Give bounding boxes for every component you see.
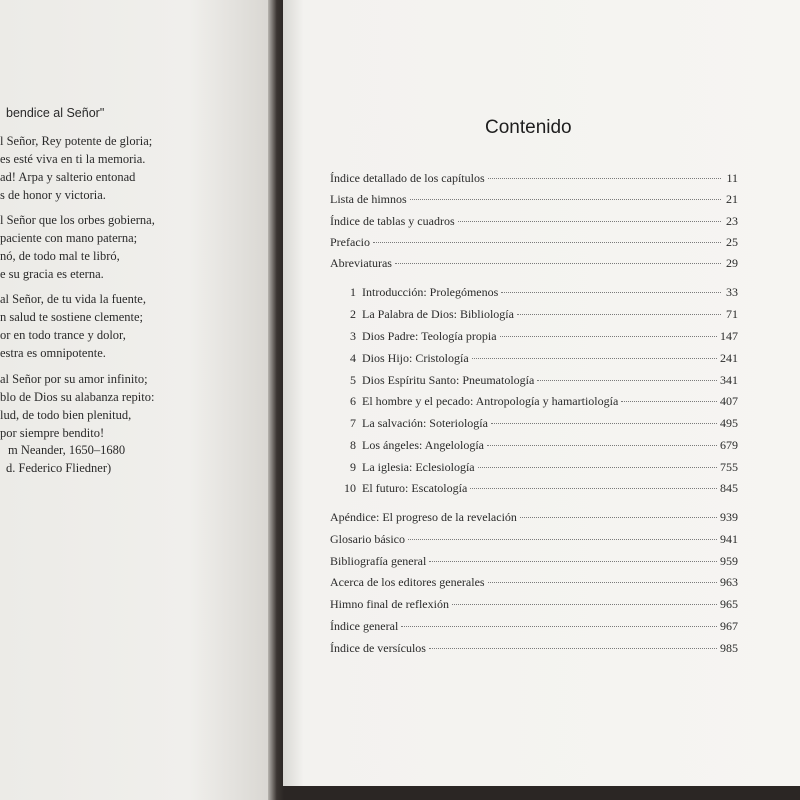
leader-dots xyxy=(621,401,717,402)
toc-entry-label: Acerca de los editores generales xyxy=(330,575,485,589)
toc-entry-label: Índice detallado de los capítulos xyxy=(330,171,485,185)
poem-line: l Señor que los orbes gobierna, xyxy=(0,213,155,227)
chapter-label: El hombre y el pecado: Antropología y hamartiología xyxy=(362,394,619,408)
toc-entry xyxy=(330,256,738,272)
chapter-entry xyxy=(342,460,738,476)
chapter-page: 679 xyxy=(720,438,738,452)
toc-entry xyxy=(330,192,738,208)
toc-entry-page: 939 xyxy=(720,510,738,524)
toc-entry xyxy=(330,171,738,187)
poem-line: s de honor y victoria. xyxy=(0,188,106,202)
toc-entry-page: 25 xyxy=(726,235,738,249)
book-gutter xyxy=(268,0,284,800)
chapter-number: 2 xyxy=(350,307,356,321)
leader-dots xyxy=(478,467,717,468)
leader-dots xyxy=(501,292,721,293)
poem-line: blo de Dios su alabanza repito: xyxy=(0,390,155,404)
chapter-entry xyxy=(342,373,738,389)
chapter-page: 71 xyxy=(726,307,738,321)
toc-entry-label: Himno final de reflexión xyxy=(330,597,449,611)
poem-line: al Señor, de tu vida la fuente, xyxy=(0,292,146,306)
chapter-entry xyxy=(342,481,738,497)
poem-line: es esté viva en ti la memoria. xyxy=(0,152,146,166)
toc-entry-page: 941 xyxy=(720,532,738,546)
leader-dots xyxy=(488,178,721,179)
chapter-page: 407 xyxy=(720,394,738,408)
chapter-label: Introducción: Prolegómenos xyxy=(362,285,499,299)
leader-dots xyxy=(410,199,721,200)
toc-entry-page: 965 xyxy=(720,597,738,611)
toc-entry-page: 963 xyxy=(720,575,738,589)
leader-dots xyxy=(401,626,717,627)
chapter-label: La iglesia: Eclesiología xyxy=(362,460,475,474)
toc-entry xyxy=(330,619,738,635)
hymn-translator: d. Federico Fliedner) xyxy=(6,461,112,475)
toc-entry-page: 23 xyxy=(726,214,738,228)
toc-entry xyxy=(330,597,738,613)
leader-dots xyxy=(452,604,717,605)
left-page xyxy=(0,0,270,800)
chapter-number: 6 xyxy=(350,394,356,408)
leader-dots xyxy=(458,221,721,222)
chapter-entry xyxy=(342,416,738,432)
chapter-entry xyxy=(342,351,738,367)
toc-entry-label: Índice de versículos xyxy=(330,641,426,655)
chapter-label: La Palabra de Dios: Bibliología xyxy=(362,307,514,321)
chapter-page: 755 xyxy=(720,460,738,474)
toc-entry-page: 959 xyxy=(720,554,738,568)
chapter-entry xyxy=(342,285,738,301)
toc-entry-label: Bibliografía general xyxy=(330,554,427,568)
chapter-number: 7 xyxy=(350,416,356,430)
leader-dots xyxy=(429,561,717,562)
leader-dots xyxy=(491,423,717,424)
toc-entry-label: Índice general xyxy=(330,619,399,633)
toc-entry-label: Prefacio xyxy=(330,235,370,249)
toc-entry xyxy=(330,510,738,526)
leader-dots xyxy=(429,648,717,649)
chapter-entry xyxy=(342,307,738,323)
chapter-number: 8 xyxy=(350,438,356,452)
toc-entry-page: 21 xyxy=(726,192,738,206)
leader-dots xyxy=(373,242,721,243)
chapter-label: La salvación: Soteriología xyxy=(362,416,488,430)
leader-dots xyxy=(517,314,721,315)
chapter-label: Los ángeles: Angelología xyxy=(362,438,484,452)
chapter-page: 341 xyxy=(720,373,738,387)
toc-entry-label: Índice de tablas y cuadros xyxy=(330,214,455,228)
chapter-number: 5 xyxy=(350,373,356,387)
poem-line: or en todo trance y dolor, xyxy=(0,328,126,342)
toc-entry-label: Glosario básico xyxy=(330,532,405,546)
chapter-page: 495 xyxy=(720,416,738,430)
leader-dots xyxy=(408,539,717,540)
chapter-number: 9 xyxy=(350,460,356,474)
leader-dots xyxy=(520,517,717,518)
toc-entry-label: Lista de himnos xyxy=(330,192,407,206)
toc-entry-label: Apéndice: El progreso de la revelación xyxy=(330,510,517,524)
chapter-label: Dios Espíritu Santo: Pneumatología xyxy=(362,373,535,387)
toc-entry-page: 985 xyxy=(720,641,738,655)
leader-dots xyxy=(395,263,721,264)
chapter-page: 241 xyxy=(720,351,738,365)
chapter-entry xyxy=(342,438,738,454)
chapter-label: El futuro: Escatología xyxy=(362,481,468,495)
poem-line: e su gracia es eterna. xyxy=(0,267,104,281)
chapter-page: 33 xyxy=(726,285,738,299)
toc-entry-label: Abreviaturas xyxy=(330,256,392,270)
toc-entry xyxy=(330,532,738,548)
chapter-label: Dios Padre: Teología propia xyxy=(362,329,497,343)
toc-entry xyxy=(330,575,738,591)
leader-dots xyxy=(537,380,717,381)
chapter-label: Dios Hijo: Cristología xyxy=(362,351,469,365)
chapter-entry xyxy=(342,394,738,410)
leader-dots xyxy=(472,358,717,359)
leader-dots xyxy=(487,445,717,446)
hymn-title: bendice al Señor" xyxy=(6,106,105,120)
chapter-number: 3 xyxy=(350,329,356,343)
chapter-number: 4 xyxy=(350,351,356,365)
chapter-entry xyxy=(342,329,738,345)
toc-entry xyxy=(330,235,738,251)
hymn-author: m Neander, 1650–1680 xyxy=(8,443,126,457)
contents-title: Contenido xyxy=(485,117,572,138)
poem-line: al Señor por su amor infinito; xyxy=(0,372,148,386)
toc-entry xyxy=(330,214,738,230)
poem-line: nó, de todo mal te libró, xyxy=(0,249,120,263)
toc-entry xyxy=(330,554,738,570)
poem-line: n salud te sostiene clemente; xyxy=(0,310,144,324)
toc-entry-page: 967 xyxy=(720,619,738,633)
leader-dots xyxy=(488,582,717,583)
poem-line: l Señor, Rey potente de gloria; xyxy=(0,134,153,148)
chapter-page: 147 xyxy=(720,329,738,343)
poem-line: estra es omnipotente. xyxy=(0,346,106,360)
toc-entry-page: 29 xyxy=(726,256,738,270)
toc-entry-page: 11 xyxy=(726,171,738,185)
poem-line: por siempre bendito! xyxy=(0,426,105,440)
toc-entry xyxy=(330,641,738,657)
poem-line: ad! Arpa y salterio entonad xyxy=(0,170,136,184)
chapter-number: 10 xyxy=(344,481,356,495)
poem-line: lud, de todo bien plenitud, xyxy=(0,408,132,422)
chapter-number: 1 xyxy=(350,285,356,299)
chapter-page: 845 xyxy=(720,481,738,495)
leader-dots xyxy=(500,336,717,337)
leader-dots xyxy=(470,488,717,489)
poem-line: paciente con mano paterna; xyxy=(0,231,138,245)
